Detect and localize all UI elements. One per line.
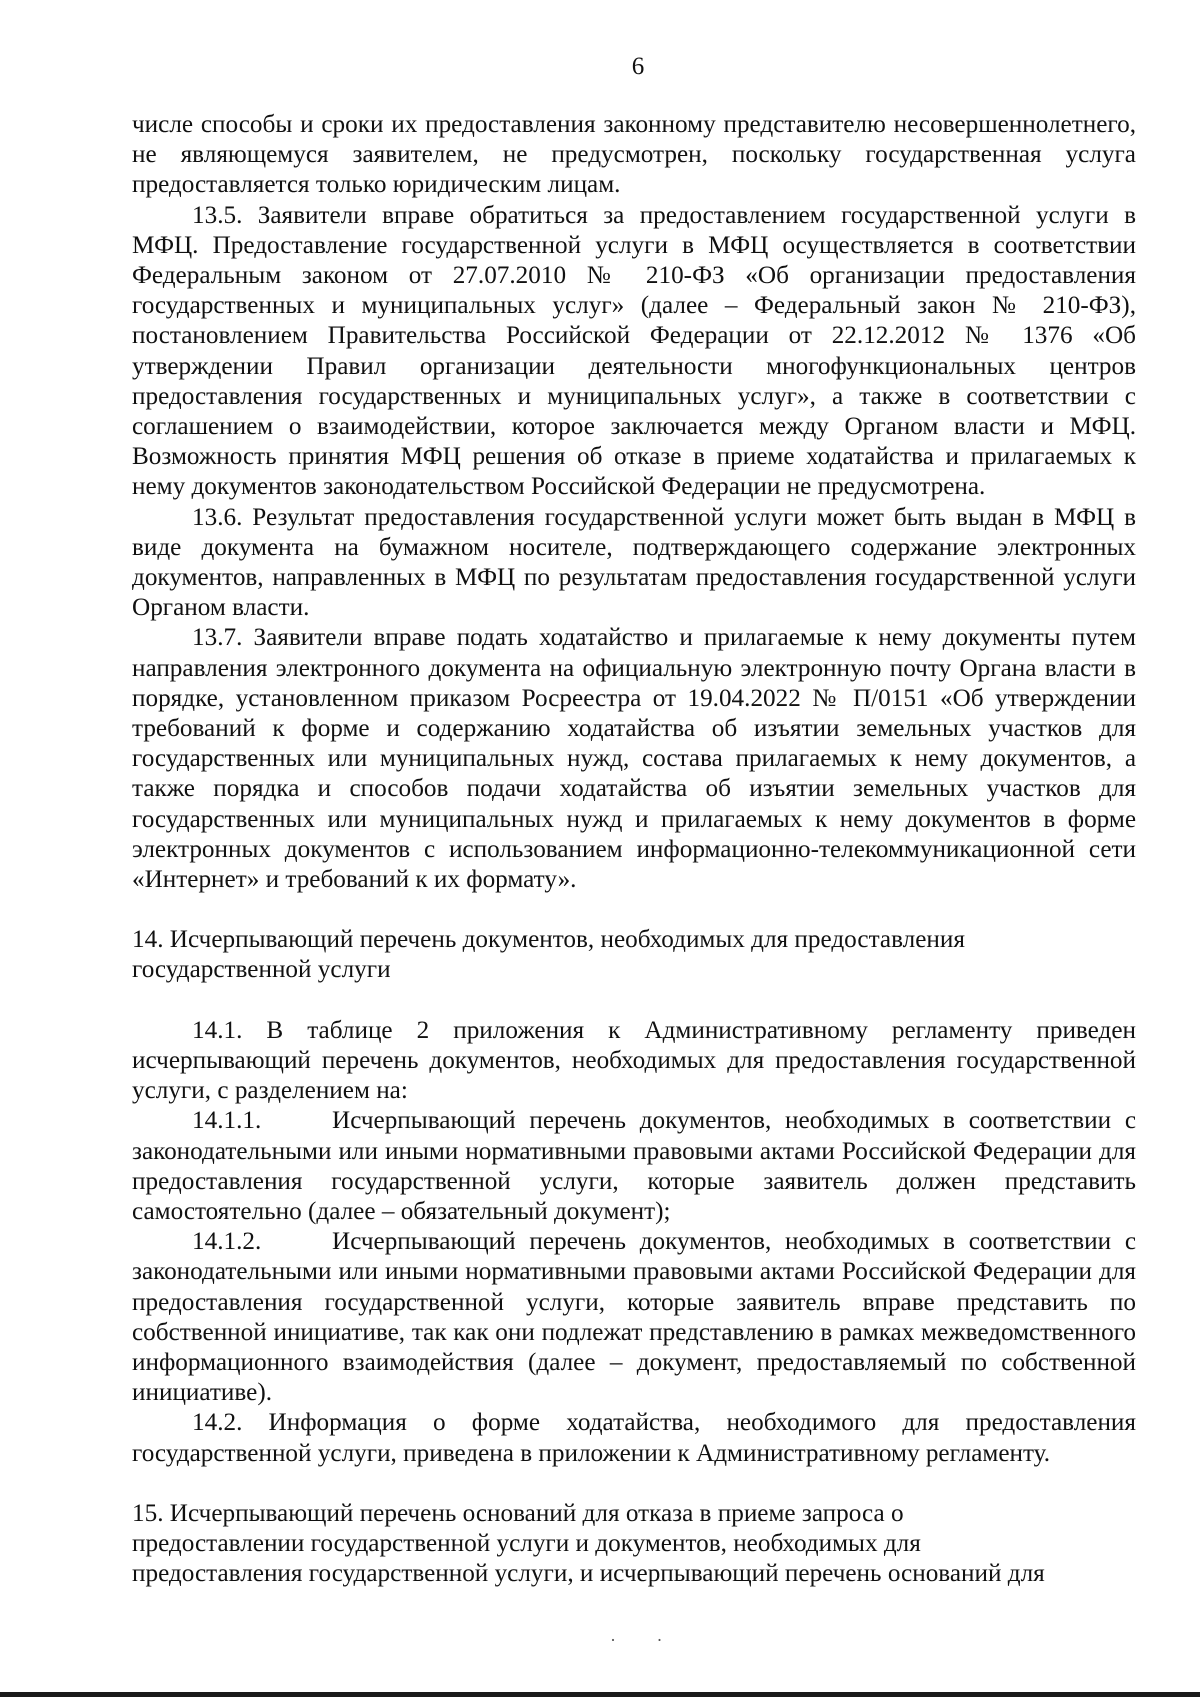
section-14-heading-line-2: государственной услуги — [132, 956, 391, 984]
section-15-heading — [132, 1499, 1136, 1590]
paragraph-13-7: 13.7. Заявители вправе подать ходатайство и прилагаемые к нему документы путем направления электронного документа на официальную электронную почту Органа власти в порядке, установленном приказом Росреестра от 19.04.2022 № П/0151 «Об утверждении требований к форме и содержанию ходатайства об изъятии земельных участков для государственных или муниципальных нужд, состава прилагаемых к нему документов, а также порядка и способов подачи ходатайства об изъятии земельных участков для государственных или муниципальных нужд и прилагаемых к нему документов в форме электронных документов с использованием информационно-телекоммуникационной сети «Интернет» и требований к их формату». — [132, 624, 1136, 894]
paragraph-14-1-2-number: 14.1.2. — [192, 1228, 262, 1256]
paragraph-14-1: 14.1. В таблице 2 приложения к Административному регламенту приведен исчерпывающий перечень документов, необходимых для предоставления государственной услуги, с разделением на: — [132, 1016, 1136, 1105]
paragraph-14-1-2 — [132, 1227, 1136, 1408]
paragraph-13-6: 13.6. Результат предоставления государственной услуги может быть выдан в МФЦ в виде документа на бумажном носителе, подтверждающего содержание электронных документов, направленных в МФЦ по результатам предоставления государственной услуги Органом власти. — [132, 503, 1136, 622]
paragraph-14-2: 14.2. Информация о форме ходатайства, необходимого для предоставления государственной услуги, приведена в приложении к Административному регламенту. — [132, 1409, 1136, 1467]
paragraph-14-1-2-text: Исчерпывающий перечень документов, необходимых в соответствии с законодательными или иными нормативными правовыми актами Российской Федерации для предоставления государственной услуги, которые заявитель вправе представить по собственной инициативе, так как они подлежат представлению в рамках межведомственного информационного взаимодействия (далее – документ, предоставляемый по собственной инициативе). — [132, 1228, 1136, 1407]
spacer — [132, 895, 1136, 925]
scan-artifact-dots: · · — [610, 1630, 681, 1650]
section-14-heading — [132, 925, 1136, 985]
paragraph-continuation: числе способы и сроки их предоставления законному представителю несовершеннолетнего, не являющемуся заявителем, не предусмотрен, поскольку государственная услуга предоставляется только юридическим лицам. — [132, 111, 1136, 199]
paragraph-14-1-1-number: 14.1.1. — [192, 1107, 262, 1135]
document-body — [132, 110, 1136, 1589]
spacer — [132, 986, 1136, 1016]
section-14-heading-line-1: 14. Исчерпывающий перечень документов, необходимых для предоставления — [132, 926, 965, 954]
section-15-heading-line-1: 15. Исчерпывающий перечень оснований для отказа в приеме запроса о — [132, 1499, 904, 1527]
paragraph-14-1-1 — [132, 1106, 1136, 1227]
paragraph-14-1-1-text: Исчерпывающий перечень документов, необходимых в соответствии с законодательными или иными нормативными правовыми актами Российской Федерации для предоставления государственной услуги, которые заявитель должен представить самостоятельно (далее – обязательный документ); — [132, 1107, 1136, 1225]
section-15-heading-line-3: предоставления государственной услуги, и исчерпывающий перечень оснований для — [132, 1560, 1045, 1588]
paragraph-13-5: 13.5. Заявители вправе обратиться за предоставлением государственной услуги в МФЦ. Предоставление государственной услуги в МФЦ осуществляется в соответствии Федеральным законом от 27.07.2010 № 210-ФЗ «Об организации предоставления государственных и муниципальных услуг» (далее – Федеральный закон № 210-ФЗ), постановлением Правительства Российской Федерации от 22.12.2012 № 1376 «Об утверждении Правил организации деятельности многофункциональных центров предоставления государственных и муниципальных услуг», а также в соответствии с соглашением о взаимодействии, которое заключается между Органом власти и МФЦ. Возможность принятия МФЦ решения об отказе в приеме ходатайства и прилагаемых к нему документов законодательством Российской Федерации не предусмотрена. — [132, 201, 1136, 501]
section-15-heading-line-2: предоставлении государственной услуги и документов, необходимых для — [132, 1529, 921, 1557]
scan-bottom-edge — [0, 1692, 1200, 1697]
page-number: 6 — [631, 53, 645, 80]
spacer — [132, 1469, 1136, 1499]
